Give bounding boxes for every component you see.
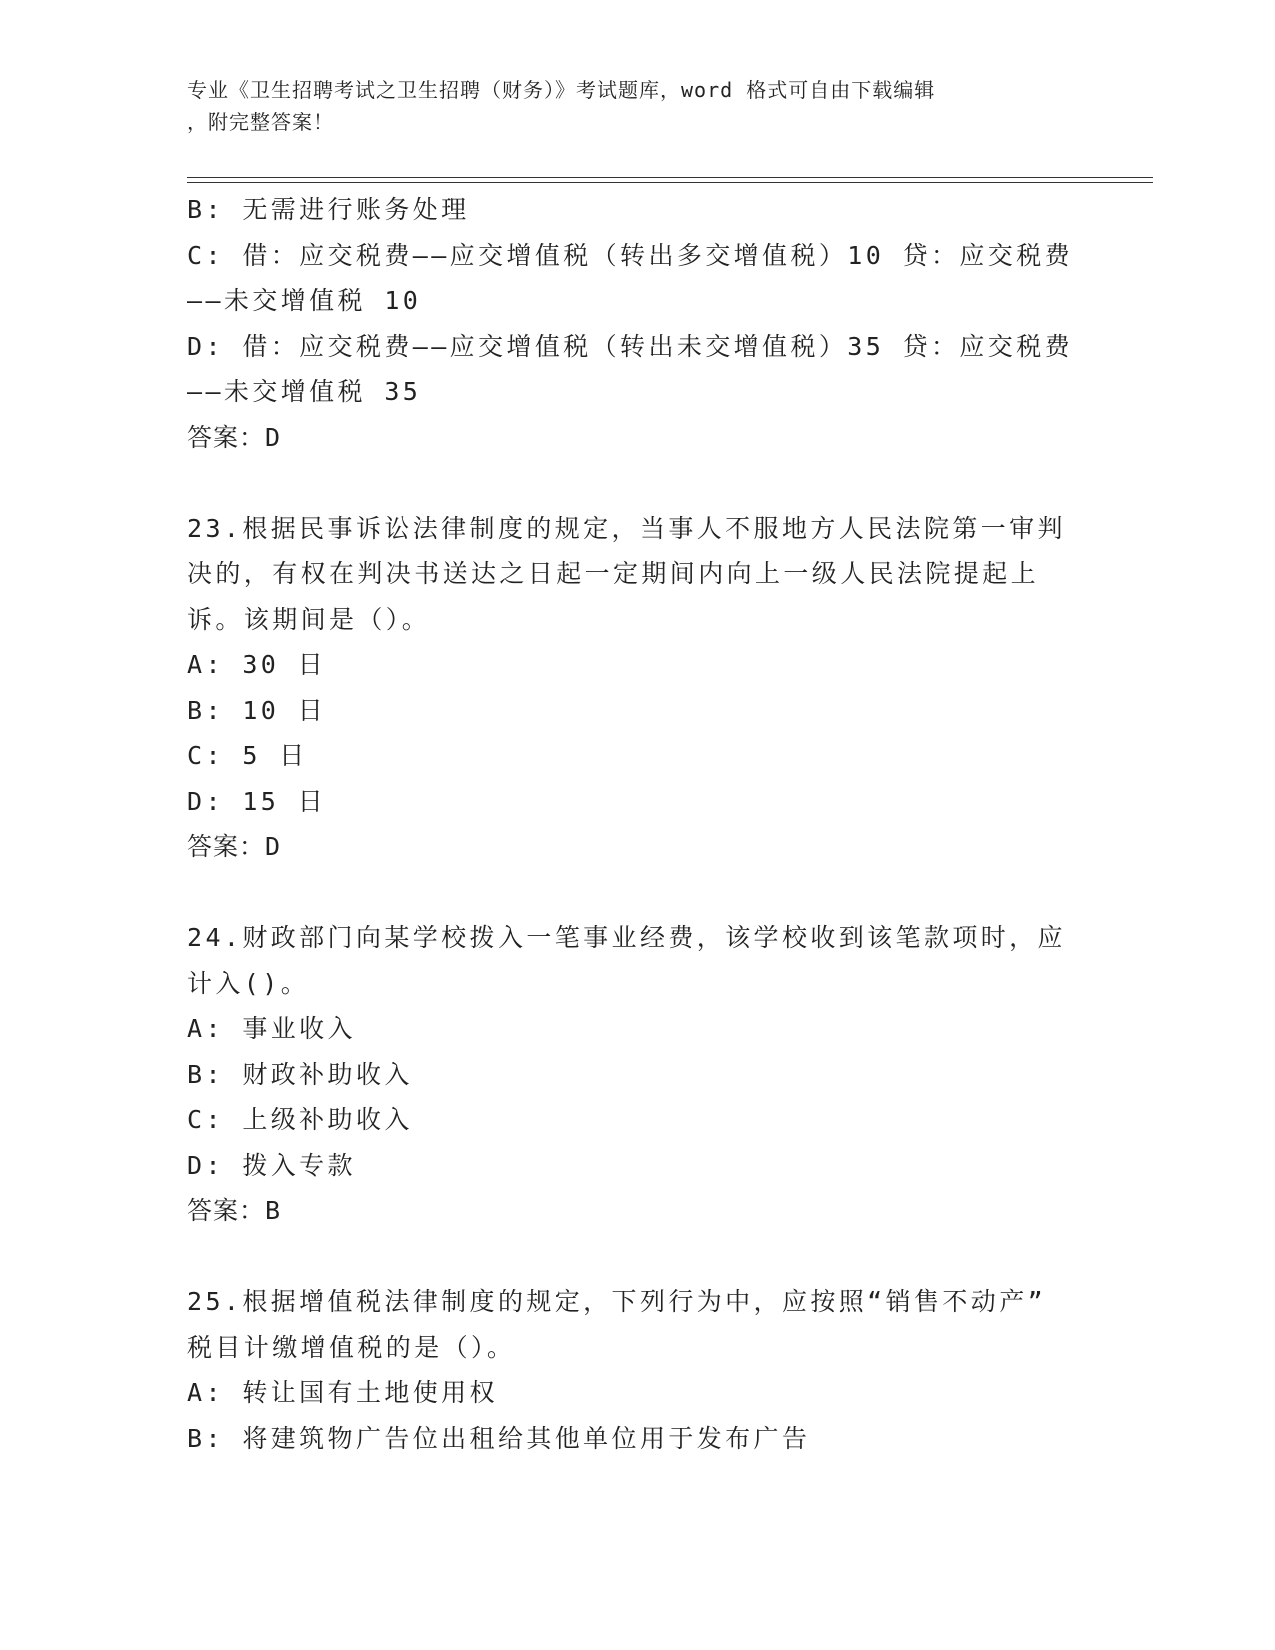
question-23 [187, 506, 1087, 870]
question-stem: 23.根据民事诉讼法律制度的规定，当事人不服地方人民法院第一审判 [187, 513, 1066, 543]
option-d-continued: ——未交增值税 35 [187, 377, 422, 406]
question-stem-continued: 诉。该期间是（）。 [187, 604, 431, 634]
header-line-1: 专业《卫生招聘考试之卫生招聘（财务）》考试题库，word 格式可自由下载编辑 [187, 78, 936, 102]
document-header [187, 74, 1067, 138]
question-stem-continued: 税目计缴增值税的是（）。 [187, 1332, 516, 1362]
question-stem: 24.财政部门向某学校拨入一笔事业经费，该学校收到该笔款项时，应 [187, 923, 1066, 952]
question-22-tail [187, 187, 1087, 460]
answer: 答案：B [187, 1196, 282, 1225]
option-a: A: 事业收入 [187, 1014, 356, 1043]
header-line-2: ，附完整答案！ [187, 110, 334, 134]
question-stem-continued: 计入()。 [187, 968, 310, 998]
option-c: C: 上级补助收入 [187, 1105, 413, 1134]
answer: 答案：D [187, 832, 282, 861]
option-a: A: 30 日 [187, 650, 327, 679]
option-b: B: 10 日 [187, 695, 327, 725]
question-25 [187, 1279, 1087, 1461]
option-d: D: 借：应交税费——应交增值税（转出未交增值税）35 贷：应交税费 [187, 331, 1074, 361]
spacer [187, 460, 1087, 506]
option-c: C: 5 日 [187, 741, 308, 770]
option-c: C: 借：应交税费——应交增值税（转出多交增值税）10 贷：应交税费 [187, 240, 1074, 270]
option-d: D: 拨入专款 [187, 1150, 356, 1180]
spacer [187, 870, 1087, 916]
option-b: B: 无需进行账务处理 [187, 195, 470, 224]
option-b: B: 将建筑物广告位出租给其他单位用于发布广告 [187, 1423, 811, 1453]
question-list [187, 187, 1087, 1461]
question-stem: 25.根据增值税法律制度的规定，下列行为中，应按照“销售不动产” [187, 1287, 1047, 1316]
header-divider-top [187, 177, 1153, 178]
answer: 答案：D [187, 422, 282, 452]
option-a: A: 转让国有土地使用权 [187, 1378, 498, 1407]
option-b: B: 财政补助收入 [187, 1059, 413, 1089]
header-divider-bottom [187, 182, 1153, 183]
question-24 [187, 915, 1087, 1234]
option-c-continued: ——未交增值税 10 [187, 286, 422, 315]
option-d: D: 15 日 [187, 786, 327, 816]
question-stem-continued: 决的，有权在判决书送达之日起一定期间内向上一级人民法院提起上 [187, 559, 1040, 588]
spacer [187, 1234, 1087, 1280]
